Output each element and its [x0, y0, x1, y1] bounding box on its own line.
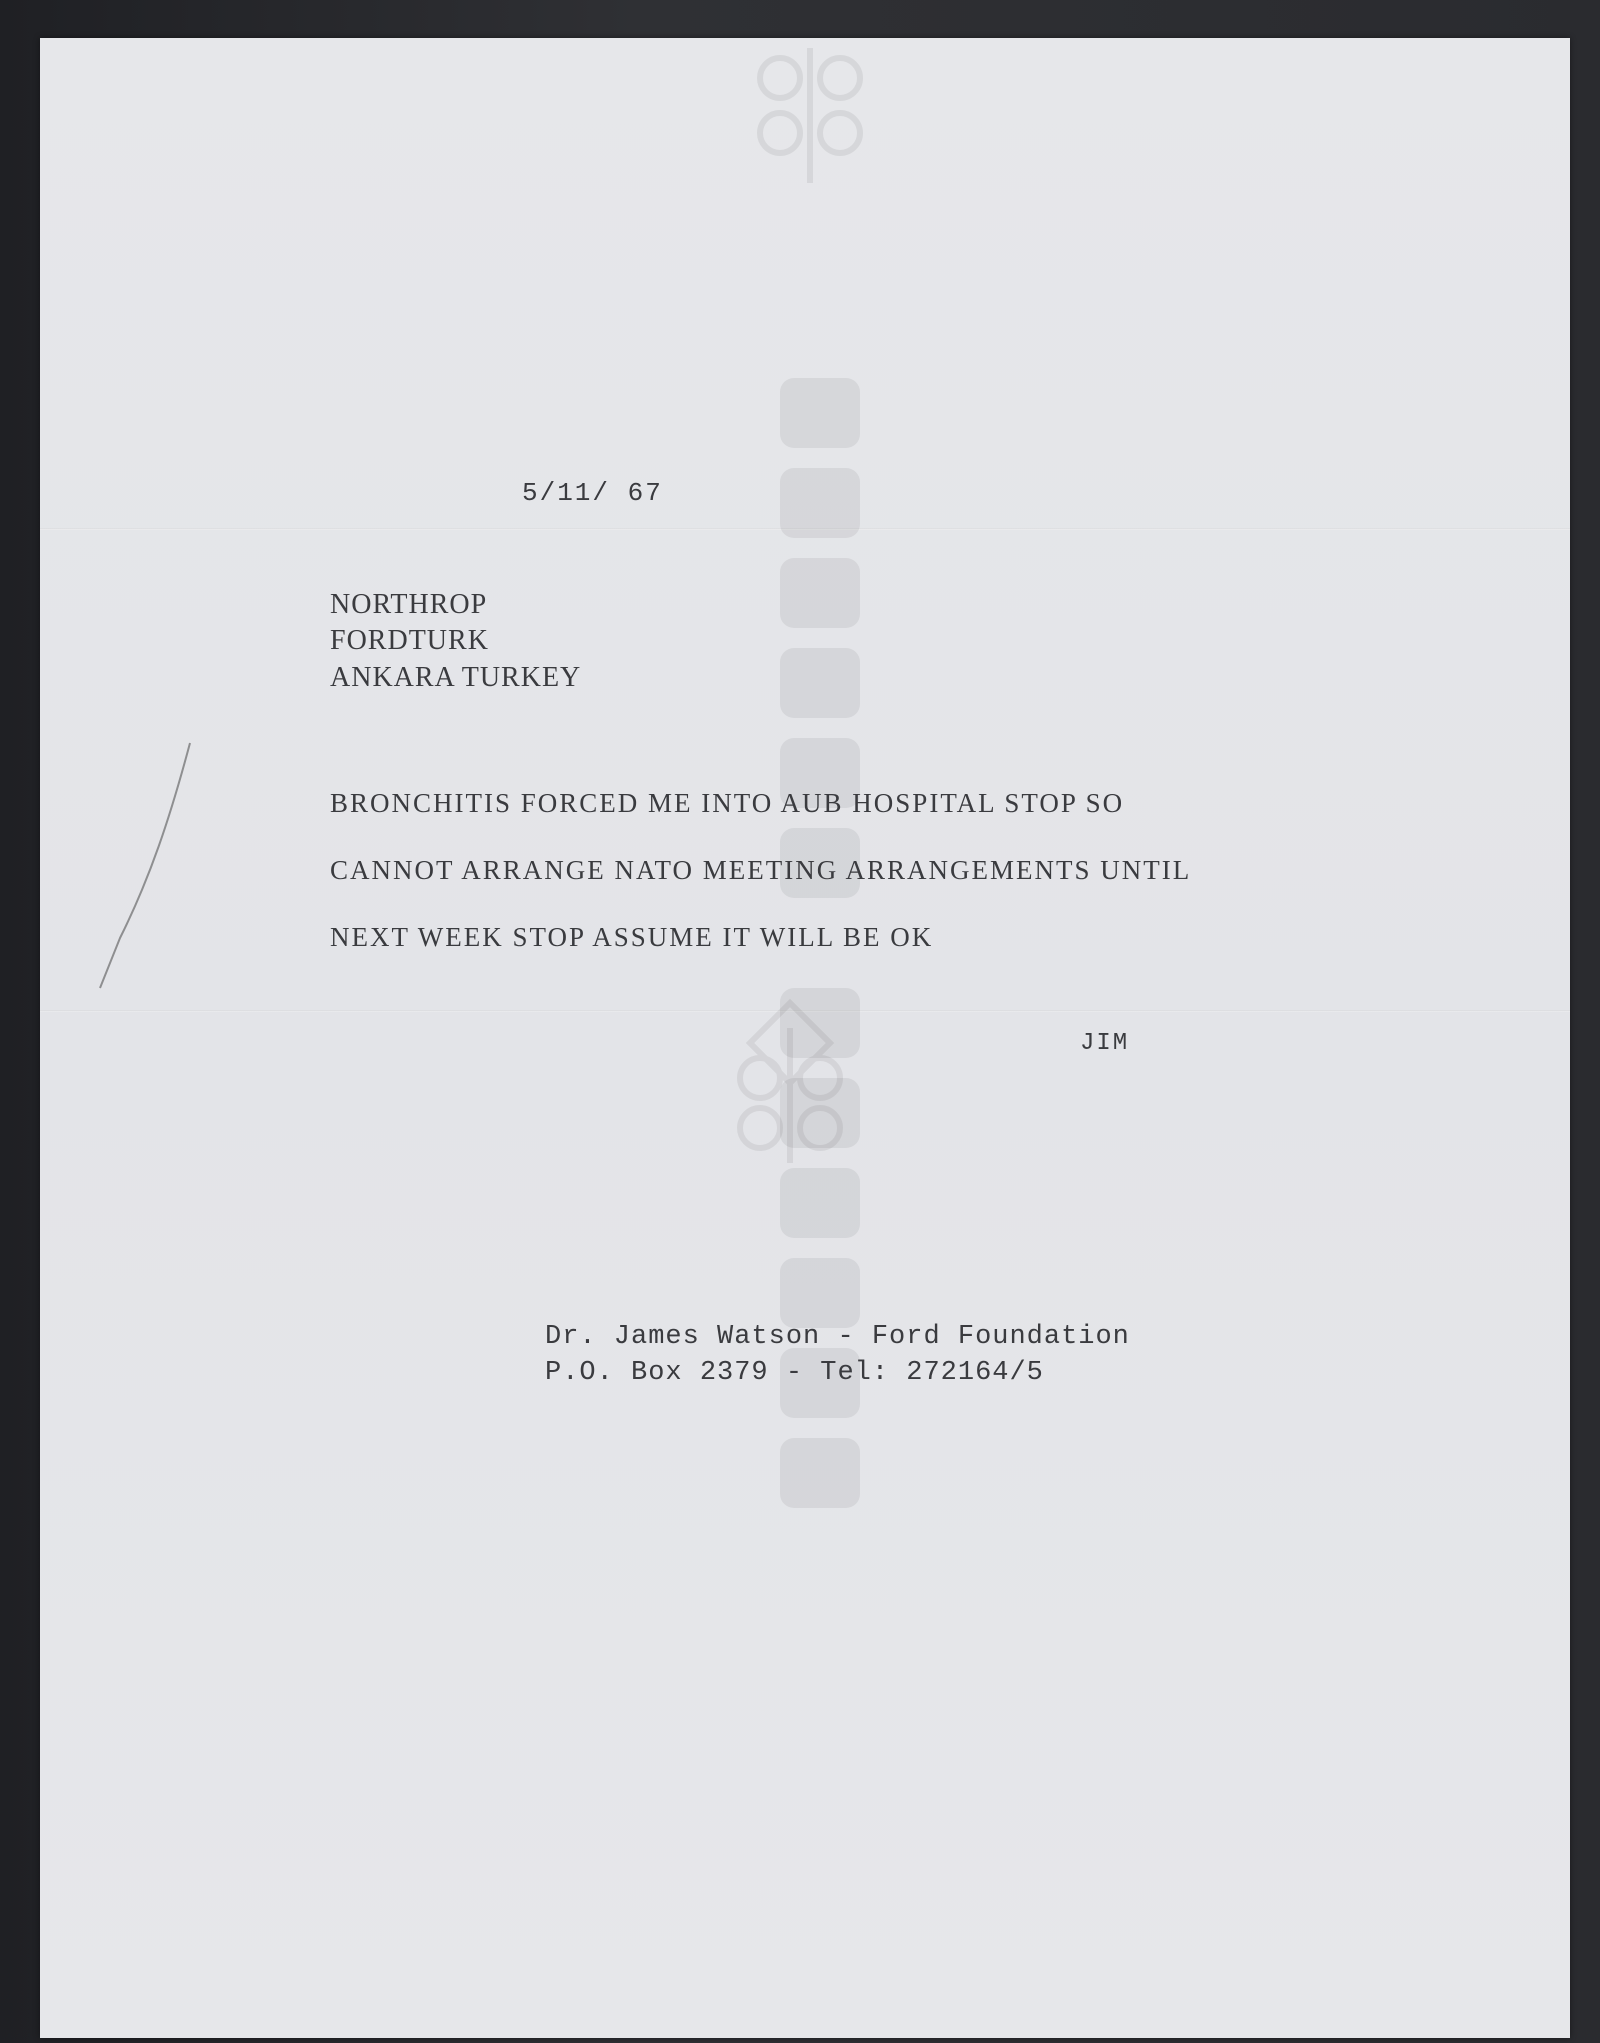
recipient-name: NORTHROP — [330, 589, 488, 620]
watermark-knot-icon — [740, 38, 880, 188]
telegram-date: 5/11/ 67 — [522, 478, 663, 508]
sender-signature: JIM — [1080, 1030, 1130, 1057]
sender-stamp-name: Dr. James Watson - Ford Foundation — [545, 1322, 1130, 1352]
pencil-stroke-mark — [80, 738, 200, 998]
recipient-location: ANKARA TURKEY — [330, 662, 582, 693]
recipient-organization: FORDTURK — [330, 625, 489, 656]
message-line-2: CANNOT ARRANGE NATO MEETING ARRANGEMENTS UNTIL — [330, 855, 1192, 885]
message-line-1: BRONCHITIS FORCED ME INTO AUB HOSPITAL STOP SO — [330, 788, 1125, 818]
watermark-vertical-logo — [760, 378, 880, 898]
message-line-3: NEXT WEEK STOP ASSUME IT WILL BE OK — [330, 922, 934, 952]
watermark-vertical-logo — [760, 988, 880, 1508]
telegram-sheet — [40, 38, 1570, 2038]
sender-stamp-contact: P.O. Box 2379 - Tel: 272164/5 — [545, 1358, 1044, 1388]
